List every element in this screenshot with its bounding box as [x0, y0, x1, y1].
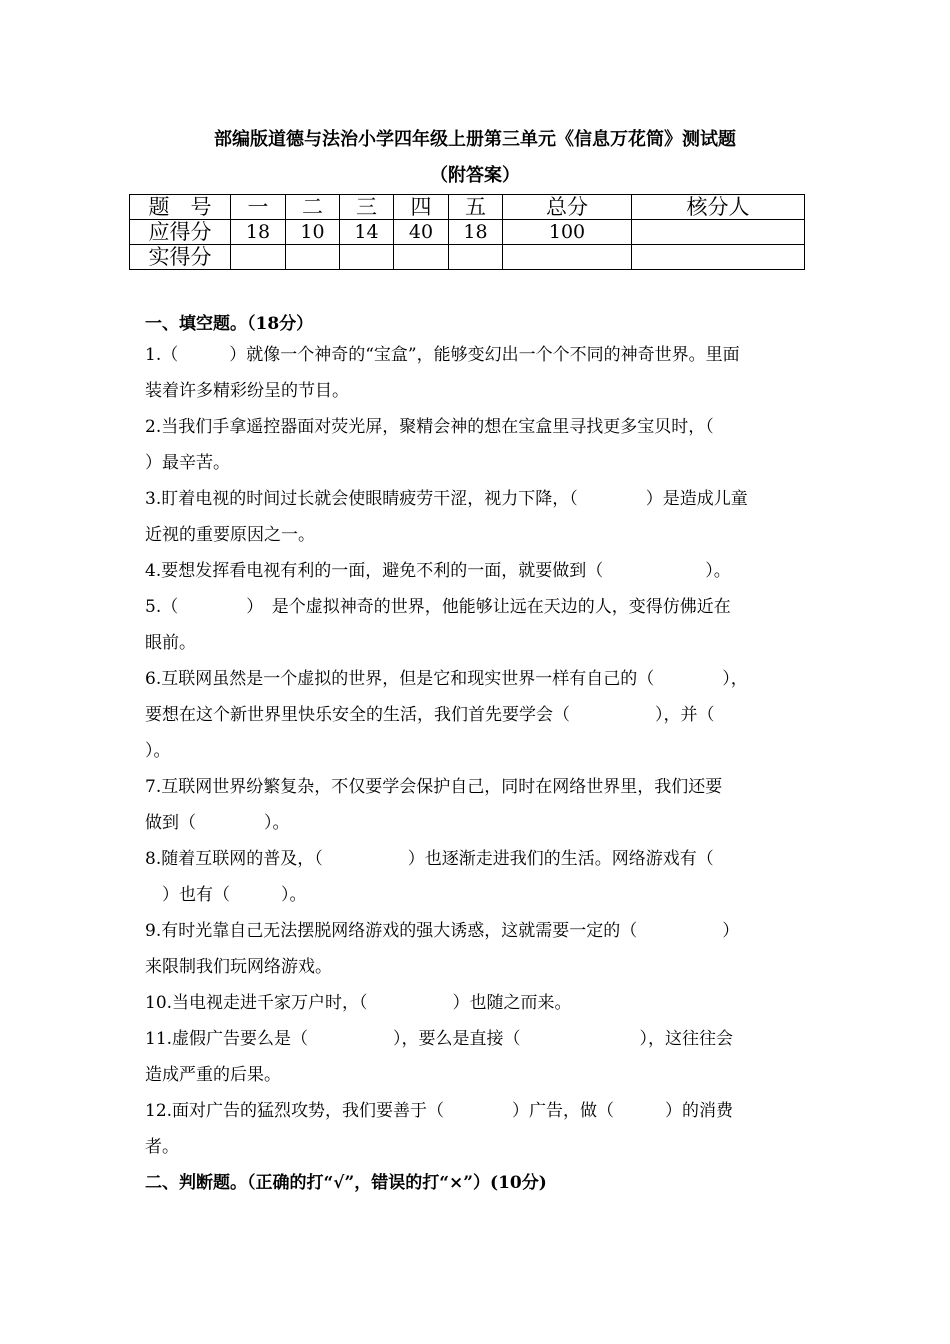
header-cell: 五 — [449, 195, 503, 220]
question-line: 9.有时光靠自己无法摆脱网络游戏的强大诱惑，这就需要一定的（ ） — [145, 921, 740, 941]
score-cell — [394, 245, 449, 270]
question-line: 5.（ ） 是个虚拟神奇的世界，他能够让远在天边的人，变得仿佛近在 — [145, 597, 731, 617]
score-cell — [449, 245, 503, 270]
document-subtitle: （附答案） — [430, 165, 520, 186]
header-cell: 题 号 — [130, 195, 231, 220]
header-cell: 二 — [286, 195, 340, 220]
question-line: 者。 — [145, 1137, 179, 1157]
question-line: ）也有（ ）。 — [145, 885, 307, 905]
score-cell: 40 — [394, 220, 449, 245]
header-cell: 三 — [340, 195, 394, 220]
header-cell: 核分人 — [632, 195, 805, 220]
score-table-actual-row — [130, 245, 805, 270]
score-cell: 18 — [449, 220, 503, 245]
question-line: 3.盯着电视的时间过长就会使眼睛疲劳干涩，视力下降，（ ）是造成儿童 — [145, 489, 748, 509]
question-line: 近视的重要原因之一。 — [145, 525, 315, 545]
score-table — [129, 194, 805, 270]
score-table-expected-row — [130, 220, 805, 245]
score-cell: 18 — [231, 220, 286, 245]
question-line: 做到（ ）。 — [145, 813, 290, 833]
question-line: 8.随着互联网的普及，（ ）也逐渐走进我们的生活。网络游戏有（ — [145, 849, 714, 869]
question-line: 10.当电视走进千家万户时，（ ）也随之而来。 — [145, 993, 572, 1013]
header-cell: 四 — [394, 195, 449, 220]
question-line: 造成严重的后果。 — [145, 1065, 281, 1085]
score-table-header-row — [130, 195, 805, 220]
question-line: 来限制我们玩网络游戏。 — [145, 957, 332, 977]
score-cell — [632, 245, 805, 270]
question-line: ）最辛苦。 — [145, 453, 230, 473]
question-line: ）。 — [145, 741, 171, 761]
question-line: 7.互联网世界纷繁复杂，不仅要学会保护自己，同时在网络世界里，我们还要 — [145, 777, 723, 797]
question-line: 1.（ ）就像一个神奇的“宝盒”，能够变幻出一个个不同的神奇世界。里面 — [145, 345, 740, 365]
row-label: 实得分 — [130, 245, 231, 270]
question-line: 6.互联网虽然是一个虚拟的世界，但是它和现实世界一样有自己的（ ）， — [145, 669, 748, 689]
question-list — [145, 337, 810, 1165]
question-line: 11.虚假广告要么是（ ），要么是直接（ ），这往往会 — [145, 1029, 734, 1049]
score-cell: 14 — [340, 220, 394, 245]
row-label: 应得分 — [130, 220, 231, 245]
question-line: 眼前。 — [145, 633, 196, 653]
question-line: 12.面对广告的猛烈攻势，我们要善于（ ）广告，做（ ）的消费 — [145, 1101, 734, 1121]
score-cell — [632, 220, 805, 245]
document-title: 部编版道德与法治小学四年级上册第三单元《信息万花筒》测试题 — [214, 129, 736, 150]
score-cell — [503, 245, 632, 270]
question-line: 4.要想发挥看电视有利的一面，避免不利的一面，就要做到（ ）。 — [145, 561, 731, 581]
header-cell: 一 — [231, 195, 286, 220]
question-line: 装着许多精彩纷呈的节目。 — [145, 381, 349, 401]
score-cell: 10 — [286, 220, 340, 245]
section-2-heading: 二、判断题。（正确的打“√”，错误的打“×”）(10分) — [145, 1173, 547, 1193]
score-cell — [286, 245, 340, 270]
score-cell — [231, 245, 286, 270]
question-line: 要想在这个新世界里快乐安全的生活，我们首先要学会（ ），并（ — [145, 705, 715, 725]
header-cell: 总分 — [503, 195, 632, 220]
score-cell: 100 — [503, 220, 632, 245]
score-cell — [340, 245, 394, 270]
question-line: 2.当我们手拿遥控器面对荧光屏，聚精会神的想在宝盒里寻找更多宝贝时，（ — [145, 417, 714, 437]
section-1-heading: 一、填空题。（18分） — [145, 314, 314, 334]
